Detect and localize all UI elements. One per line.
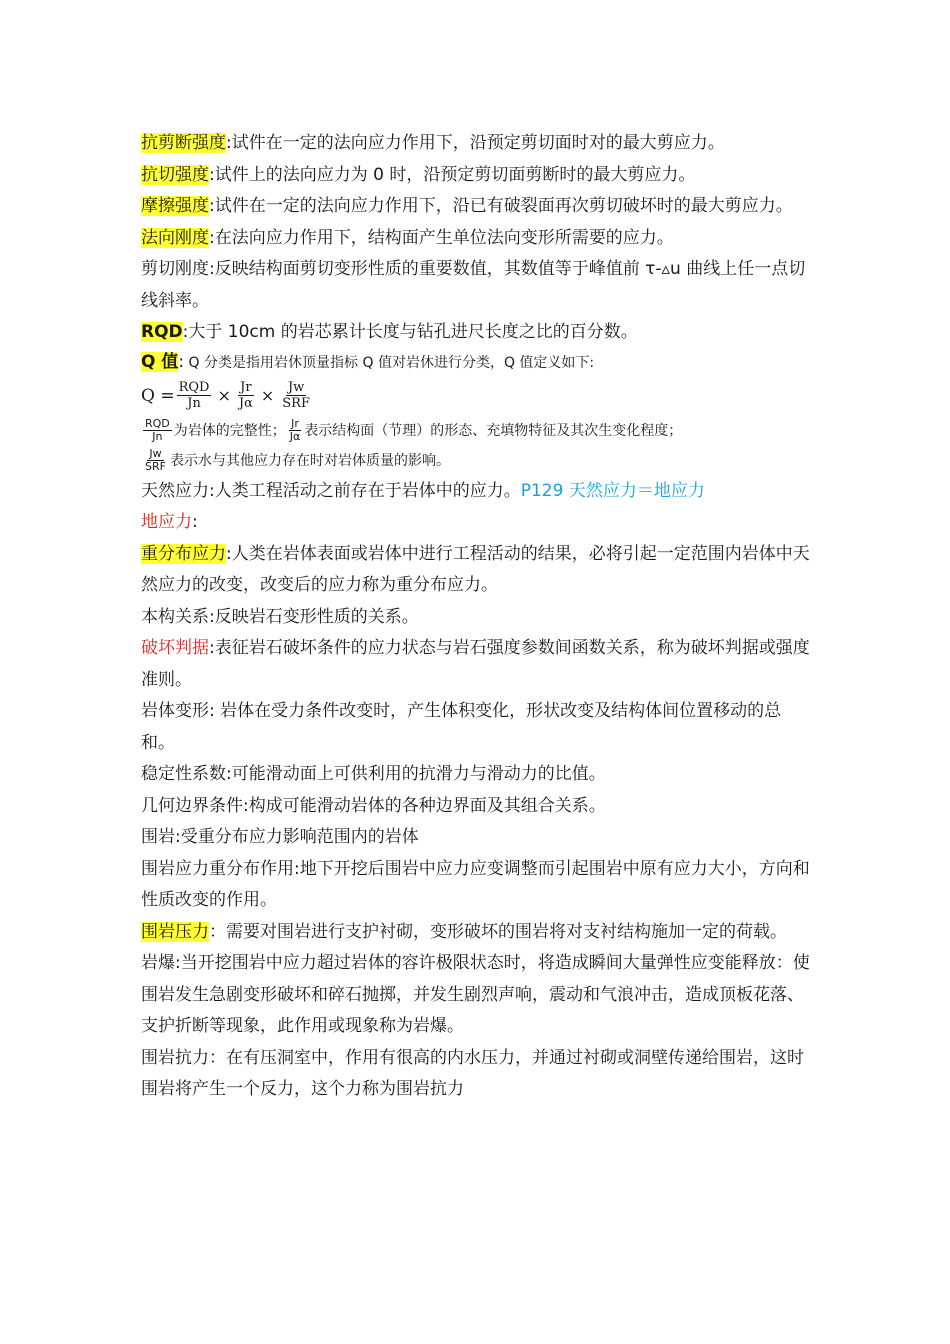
term: 几何边界条件	[141, 795, 243, 816]
definition: 地下开挖后围岩中应力应变调整而引起围岩中原有应力大小，方向和性质改变的作用。	[141, 858, 810, 910]
definition: 构成可能滑动岩体的各种边界面及其组合关系。	[248, 795, 606, 816]
denominator: Jα	[289, 430, 301, 443]
definition: 表征岩石破坏条件的应力状态与岩石强度参数间函数关系，称为破坏判据或强度准则。	[141, 638, 810, 690]
q-explanation-line-2	[141, 446, 811, 476]
fraction-jw-srf	[280, 380, 312, 411]
entry-surrounding-rock-pressure	[141, 917, 811, 949]
entry-surrounding-rock	[141, 822, 811, 854]
term-highlight: RQD	[141, 322, 183, 342]
term: 围岩抗力	[141, 1047, 209, 1068]
formula-lhs: Q =	[141, 385, 175, 406]
entry-geometric-boundary	[141, 791, 811, 823]
separator: :	[226, 133, 232, 153]
entry-natural-stress	[141, 476, 811, 508]
document-page	[141, 128, 811, 1106]
separator: :	[178, 351, 185, 372]
entry-q-value	[141, 349, 811, 376]
separator: :	[182, 322, 189, 342]
denominator: Jn	[152, 430, 163, 443]
fraction-rqd-jn	[177, 380, 212, 411]
term: 岩爆	[141, 953, 175, 973]
term: 围岩应力重分布作用	[141, 858, 294, 879]
separator: :	[209, 701, 221, 721]
separator: ：	[209, 1047, 226, 1068]
term-highlight: 抗切强度	[141, 164, 209, 185]
term-highlight: 围岩压力	[141, 921, 209, 942]
entry-failure-criterion	[141, 633, 811, 696]
separator: :	[209, 638, 215, 658]
separator: :	[226, 764, 232, 784]
entry-rqd	[141, 317, 811, 349]
definition: 反映结构面剪切变形性质的重要数值，其数值等于峰值前 τ-▵u 曲线上任一点切线斜率。	[141, 259, 806, 311]
numerator: Jw	[149, 447, 162, 460]
entry-stability-coefficient	[141, 759, 811, 791]
fraction-jr-ja	[237, 380, 255, 411]
term-highlight: Q 值	[141, 351, 179, 372]
term-highlight: 重分布应力	[141, 543, 226, 564]
entry-stress-redistribution	[141, 854, 811, 917]
term-red: 地应力	[141, 512, 192, 532]
separator: ：	[209, 921, 226, 942]
separator: :	[209, 259, 215, 279]
entry-shear-stiffness	[141, 254, 811, 317]
separator: :	[209, 164, 215, 185]
q-formula	[141, 376, 811, 416]
times-sign: ×	[260, 386, 275, 405]
explanation-text: 表示水与其他应力存在时对岩体质量的影响。	[169, 452, 450, 469]
explanation-text: 为岩体的完整性；	[173, 422, 286, 439]
separator: :	[192, 512, 198, 532]
definition: 岩体在受力条件改变时，产生体积变化，形状改变及结构体间位置移动的总和。	[141, 701, 782, 753]
page-reference-note: P129 天然应力＝地应力	[520, 480, 705, 501]
term: 天然应力	[141, 480, 209, 501]
times-sign: ×	[217, 386, 231, 405]
fraction-rqd-jn	[143, 418, 172, 443]
entry-rock-mass-deformation	[141, 696, 811, 759]
denominator: SRF	[282, 396, 310, 411]
separator: :	[209, 196, 215, 216]
definition: 受重分布应力影响范围内的岩体	[180, 827, 419, 847]
term-highlight: 法向刚度	[141, 227, 209, 248]
definition: 试件在一定的法向应力作用下，沿预定剪切面时对的最大剪应力。	[231, 133, 725, 153]
definition: 在法向应力作用下，结构面产生单位法向变形所需要的应力。	[214, 227, 674, 248]
definition: Q 分类是指用岩休顶量指标 Q 值对岩休进行分类，Q 值定义如下:	[184, 354, 595, 371]
fraction-jr-ja	[288, 418, 303, 443]
entry-constitutive-relation	[141, 602, 811, 634]
definition: 大于 10cm 的岩芯累计长度与钻孔进尺长度之比的百分数。	[188, 322, 638, 342]
denominator: SRF	[145, 460, 166, 473]
term-highlight: 摩擦强度	[141, 196, 209, 216]
separator: :	[209, 227, 215, 248]
definition: 反映岩石变形性质的关系。	[214, 606, 419, 627]
definition: 试件在一定的法向应力作用下，沿已有破裂面再次剪切破坏时的最大剪应力。	[214, 196, 793, 216]
numerator: Jr	[240, 380, 252, 395]
separator: :	[243, 795, 249, 816]
separator: :	[209, 606, 215, 627]
term: 稳定性系数	[141, 764, 226, 784]
separator: :	[175, 953, 181, 973]
fraction-jw-srf	[143, 448, 168, 473]
entry-normal-stiffness	[141, 223, 811, 255]
denominator: Jn	[187, 396, 201, 411]
term-highlight: 抗剪断强度	[141, 133, 226, 153]
separator: :	[175, 827, 181, 847]
entry-rock-burst	[141, 948, 811, 1043]
definition: 人类在岩体表面或岩体中进行工程活动的结果，必将引起一定范围内岩体中天然应力的改变，改变后的应力称为重分布应力。	[141, 543, 810, 595]
numerator: Jw	[287, 380, 305, 395]
separator: :	[209, 480, 215, 501]
separator: :	[226, 543, 232, 564]
definition: 可能滑动面上可供利用的抗滑力与滑动力的比值。	[231, 764, 606, 784]
denominator: Jα	[238, 396, 253, 411]
term: 剪切刚度	[141, 259, 209, 279]
entry-redistributed-stress	[141, 539, 811, 602]
entry-shear-strength	[141, 160, 811, 192]
numerator: RQD	[178, 380, 210, 395]
separator: :	[294, 858, 300, 879]
term: 本构关系	[141, 606, 209, 627]
q-explanation-line-1	[141, 416, 811, 446]
entry-shear-fracture-strength	[141, 128, 811, 160]
entry-surrounding-rock-resistance	[141, 1043, 811, 1106]
term-red: 破坏判据	[141, 638, 209, 658]
definition: 需要对围岩进行支护衬砌，变形破坏的围岩将对支衬结构施加一定的荷载。	[226, 921, 787, 942]
term: 围岩	[141, 827, 175, 847]
definition: 试件上的法向应力为 0 时，沿预定剪切面剪断时的最大剪应力。	[214, 164, 696, 185]
numerator: RQD	[145, 417, 170, 430]
entry-friction-strength	[141, 191, 811, 223]
definition: 人类工程活动之前存在于岩体中的应力。	[214, 480, 521, 501]
definition: 当开挖围岩中应力超过岩体的容许极限状态时，将造成瞬间大量弹性应变能释放：使围岩发生急剧变形破坏和碎石抛掷，并发生剧烈声响，震动和气浪冲击，造成顶板花落、支护折断等现象，此作用或现象称为岩爆。	[141, 953, 810, 1036]
numerator: Jr	[291, 417, 299, 430]
term: 岩体变形	[141, 701, 209, 721]
definition: 在有压洞室中，作用有很高的内水压力，并通过衬砌或洞壁传递给围岩，这时围岩将产生一个反力，这个力称为围岩抗力	[141, 1047, 804, 1099]
entry-ground-stress	[141, 507, 811, 539]
explanation-text: 表示结构面（节理）的形态、充填物特征及其次生变化程度；	[304, 422, 683, 439]
